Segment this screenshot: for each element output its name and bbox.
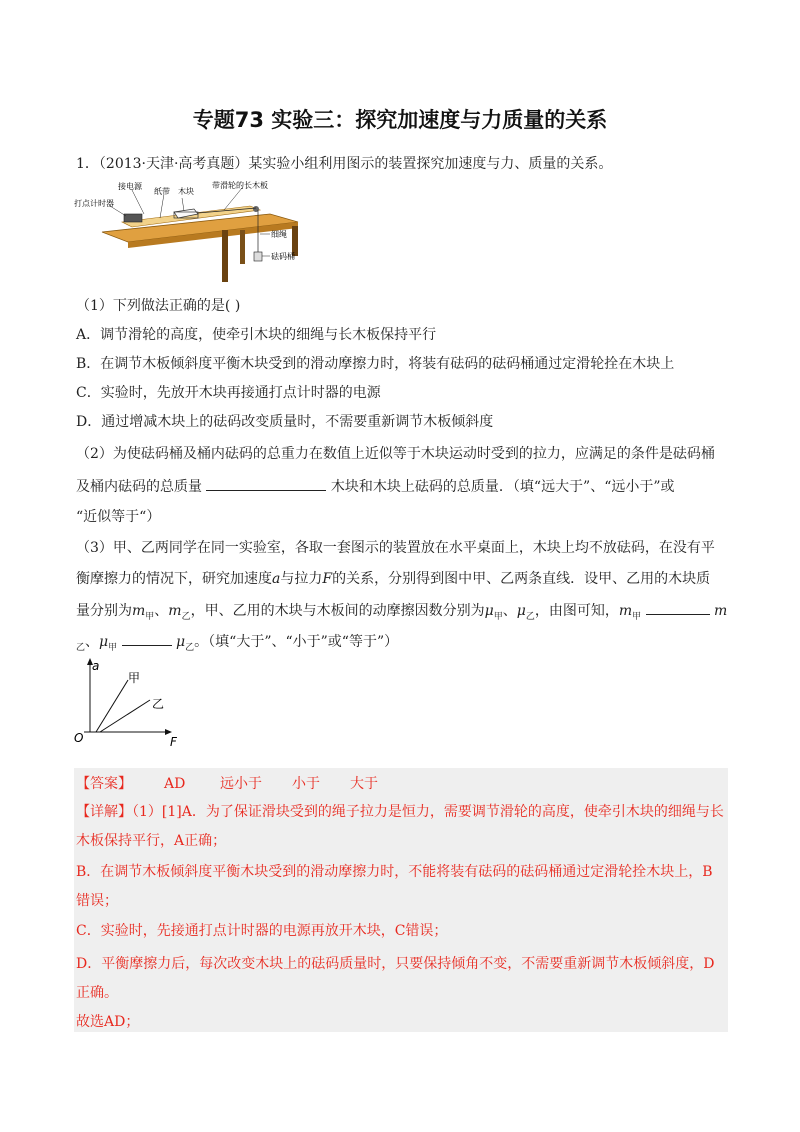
part3-line1: （3）甲、乙两同学在同一实验室，各取一套图示的装置放在水平桌面上，木块上均不放砝码，在没有平 [76, 540, 715, 556]
friction-compare-blank[interactable] [122, 631, 172, 646]
graph-y-label: a [92, 659, 100, 673]
part3-text: 量分别为 [76, 603, 132, 619]
option-d: D．通过增减木块上的砝码改变质量时，不需要重新调节木板倾斜度 [76, 414, 494, 430]
label-block: 木块 [178, 187, 194, 196]
detail-line7: 正确。 [76, 985, 118, 1001]
detail-line3: B．在调节木板倾斜度平衡木块受到的滑动摩擦力时，不能将装有砝码的砝码桶通过定滑轮拴木块上，B [76, 864, 713, 880]
part3-text: ，由图可知， [534, 603, 619, 619]
part3-line2 [76, 569, 710, 589]
part3-text: 。（填“大于”、“小于”或“等于”） [194, 634, 399, 650]
part3-line3 [76, 600, 727, 627]
option-b: B．在调节木板倾斜度平衡木块受到的滑动摩擦力时，将装有砝码的砝码桶通过定滑轮拴在木块上 [76, 356, 675, 372]
symbol-m: m [168, 603, 182, 619]
subscript: 乙 [181, 611, 191, 622]
label-timer: 打点计时器 [74, 199, 114, 208]
answer-line [76, 774, 378, 794]
subscript: 甲 [145, 611, 155, 622]
detail-line4: 错误； [76, 893, 118, 909]
separator: 、 [154, 603, 169, 619]
symbol-m: m [714, 603, 728, 619]
option-c: C．实验时，先放开木块再接通打点计时器的电源 [76, 385, 381, 401]
answer-tag: 【答案】 [76, 776, 132, 792]
label-rope: 细绳 [271, 230, 287, 239]
mass-compare-blank[interactable] [646, 600, 710, 615]
symbol-m: m [132, 603, 146, 619]
graph-line1-label: 甲 [128, 671, 141, 685]
label-power: 接电源 [118, 182, 142, 191]
part3-text: 的关系，分别得到图中甲、乙两条直线．设甲、乙用的木块质 [332, 571, 711, 587]
part1-prompt: （1）下列做法正确的是( ) [76, 298, 241, 314]
symbol-m: m [618, 603, 633, 619]
label-tape: 纸带 [154, 187, 170, 196]
answer-item: 小于 [292, 776, 320, 792]
detail-line2: 木板保持平行，A正确； [76, 833, 227, 849]
symbol-mu: μ [516, 603, 526, 619]
symbol-a: a [272, 571, 281, 587]
part3-line4 [76, 631, 398, 658]
subscript: 甲 [632, 611, 642, 622]
part3-text: 与拉力 [280, 571, 323, 587]
symbol-mu: μ [99, 634, 109, 650]
subscript: 甲 [108, 642, 118, 653]
graph-origin: O [74, 731, 84, 745]
subscript: 乙 [525, 611, 535, 622]
symbol-mu: μ [484, 603, 494, 619]
part3-text: ，甲、乙用的木块与木板间的动摩擦因数分别为 [190, 603, 485, 619]
part2-answer-blank[interactable] [206, 476, 326, 491]
answer-item: AD [164, 776, 186, 792]
part2-text-a: 及桶内砝码的总质量 [76, 479, 202, 495]
symbol-mu: μ [176, 634, 186, 650]
symbol-F: F [322, 571, 333, 587]
detail-text: （1）[1]A．为了保证滑块受到的绳子拉力是恒力，需要调节滑轮的高度，使牵引木块的细绳与长 [132, 804, 724, 820]
part3-text: 衡摩擦力的情况下，研究加速度 [76, 571, 272, 587]
answer-item: 远小于 [220, 776, 262, 792]
detail-line1 [76, 802, 724, 822]
detail-line5: C．实验时，先接通打点计时器的电源再放开木块，C错误； [76, 923, 448, 939]
detail-line8: 故选AD； [76, 1014, 140, 1030]
graph-line2-label: 乙 [152, 697, 165, 711]
page-title: 专题73 实验三：探究加速度与力质量的关系 [192, 108, 608, 132]
detail-line6: D．平衡摩擦力后，每次改变木块上的砝码质量时，只要保持倾角不变，不需要重新调节木板倾斜度，D [76, 956, 715, 972]
subscript: 乙 [185, 642, 195, 653]
separator: 、 [85, 634, 100, 650]
answer-item: 大于 [350, 776, 378, 792]
subscript: 甲 [493, 611, 503, 622]
option-a: A．调节滑轮的高度，使牵引木块的细绳与长木板保持平行 [76, 327, 437, 343]
a-F-graph [70, 656, 190, 748]
line-yi [100, 700, 150, 732]
part2-line2 [76, 476, 675, 497]
part2-line3: “近似等于“） [76, 509, 161, 525]
question-intro: 1．（2013·天津·高考真题）某实验小组利用图示的装置探究加速度与力、质量的关系。 [76, 156, 613, 172]
separator: 、 [502, 603, 517, 619]
label-board: 带滑轮的长木板 [212, 181, 268, 190]
graph-x-label: F [170, 735, 177, 748]
part2-line1: （2）为使砝码桶及桶内砝码的总重力在数值上近似等于木块运动时受到的拉力，应满足的条件是砝码桶 [76, 446, 715, 462]
detail-tag: 【详解】 [76, 804, 132, 820]
subscript: 乙 [76, 642, 86, 653]
part2-text-b: 木块和木块上砝码的总质量．（填“远大于”、“远小于”或 [330, 479, 675, 495]
label-bucket: 砝码桶 [271, 252, 295, 261]
apparatus-figure [74, 176, 314, 286]
